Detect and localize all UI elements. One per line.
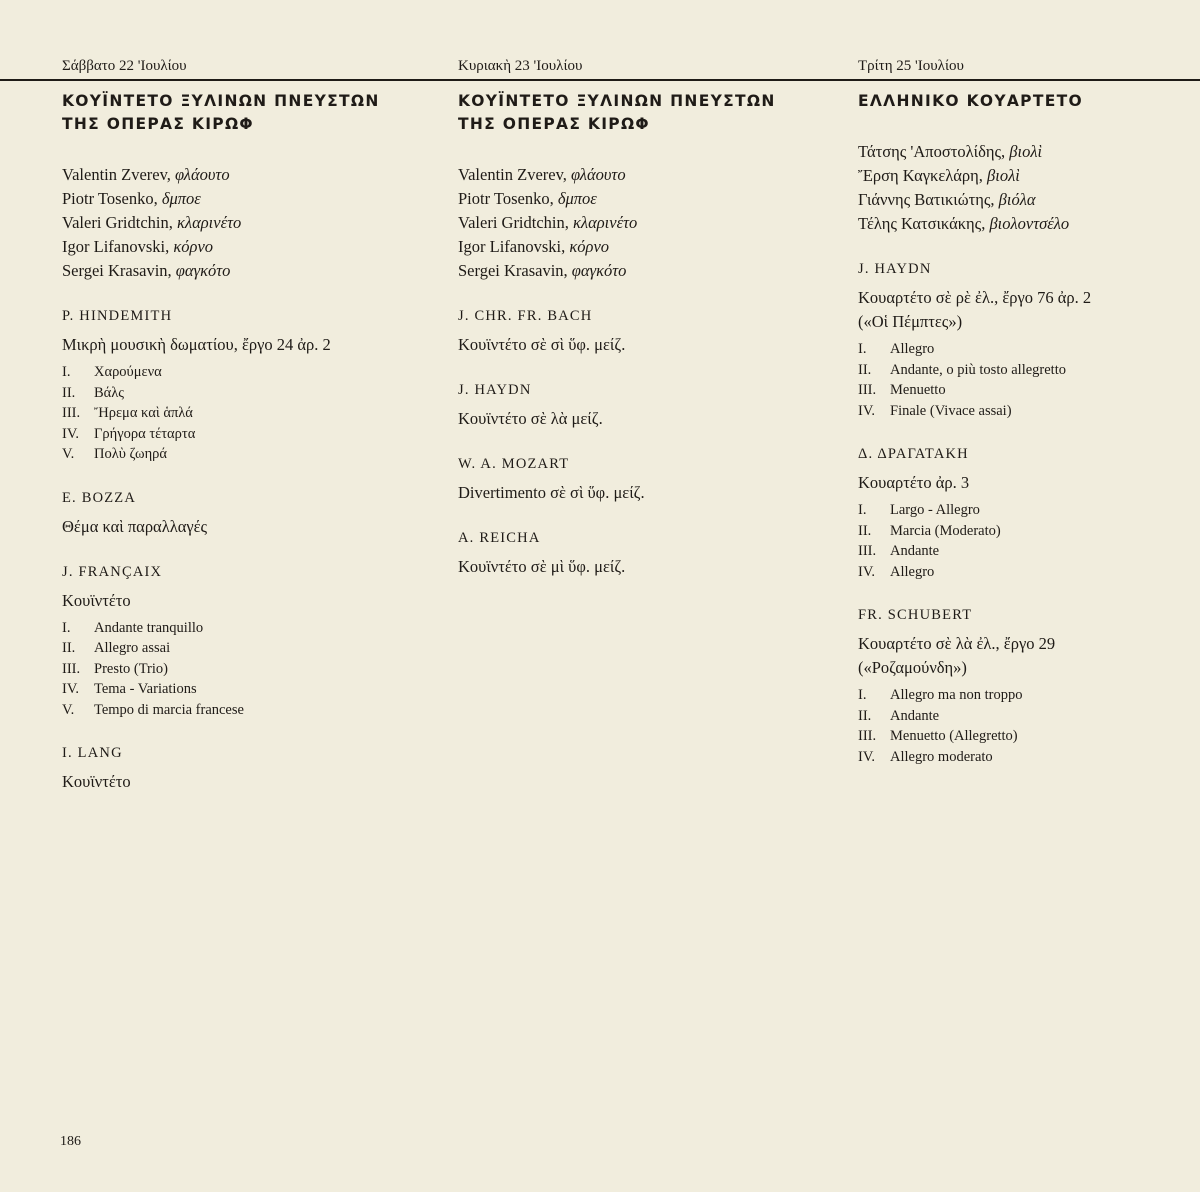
movement	[62, 659, 432, 680]
movement-number: IV.	[858, 748, 876, 765]
performer	[458, 235, 828, 259]
composer-name: FR. SCHUBERT	[858, 607, 973, 623]
performer-name: Valentin Zverev,	[62, 165, 171, 184]
performer	[858, 140, 1200, 164]
movement	[62, 383, 432, 404]
movement-title: Andante	[890, 707, 940, 724]
performer-name: Τάτσης 'Αποστολίδης,	[858, 142, 1006, 161]
movement	[858, 500, 1200, 521]
performer-instrument: δμποε	[161, 189, 201, 208]
movement	[858, 562, 1200, 583]
movement-number: I.	[62, 619, 71, 636]
performer	[62, 163, 432, 187]
work-title-line: Θέμα καὶ παραλλαγές	[62, 516, 208, 536]
performer-name: Piotr Tosenko,	[458, 189, 554, 208]
performer-name: Piotr Tosenko,	[62, 189, 158, 208]
movement-title: Largo - Allegro	[890, 502, 980, 518]
movement	[62, 638, 432, 659]
movement	[62, 700, 432, 721]
movement-title: Πολὺ ζωηρά	[94, 446, 167, 462]
performer-instrument: δμποε	[557, 189, 597, 208]
movement-title: Allegro ma non troppo	[890, 687, 1023, 703]
movement	[62, 679, 432, 700]
performer-instrument: κλαρινέτο	[177, 213, 242, 232]
composer-name: Δ. ΔΡΑΓΑΤΑΚΗ	[858, 446, 969, 462]
movement-number: III.	[858, 728, 877, 744]
work-title-line: («Ροζαμούνδη»)	[858, 658, 967, 677]
performer-instrument: βιολὶ	[987, 166, 1020, 185]
performer	[458, 211, 828, 235]
movement-title: Allegro moderato	[890, 748, 993, 765]
work-title-line: Κουϊντέτο	[62, 590, 131, 610]
movement	[858, 380, 1200, 401]
performer	[62, 235, 432, 259]
performer	[858, 188, 1200, 212]
movement-number: II.	[858, 522, 872, 539]
work-title	[62, 589, 432, 613]
program-work	[458, 307, 828, 357]
movement-title: Ἤρεμα καὶ ἁπλά	[94, 405, 193, 421]
movement	[858, 339, 1200, 360]
movement-list	[62, 362, 432, 465]
work-title-line: Κουϊντέτο σὲ μὶ ὕφ. μείζ.	[458, 557, 626, 576]
work-title-line: Κουαρτέτο σὲ ρὲ ἐλ., ἔργο 76 ἀρ. 2	[858, 288, 1092, 307]
program-work	[858, 606, 1200, 767]
performer-instrument: βιόλα	[998, 190, 1036, 209]
program-work	[858, 445, 1200, 582]
performer	[62, 187, 432, 211]
movement-title: Allegro	[890, 341, 935, 357]
movement-title: Βάλς	[94, 384, 125, 401]
program-work	[62, 307, 432, 465]
concert-date: Τρίτη 25 'Ιουλίου	[858, 58, 964, 74]
program-work	[458, 529, 828, 579]
composer-name: J. HAYDN	[458, 382, 532, 398]
movement-number: III.	[62, 660, 81, 677]
program-work	[62, 563, 432, 721]
work-title-line: Divertimento σὲ σὶ ὕφ. μείζ.	[458, 483, 645, 502]
program-work	[62, 744, 432, 794]
movement-number: II.	[858, 361, 872, 378]
performer-list	[458, 163, 828, 283]
work-title	[858, 286, 1200, 334]
work-title	[62, 515, 432, 539]
performer	[858, 164, 1200, 188]
performer	[458, 187, 828, 211]
performer-instrument: βιολοντσέλο	[989, 214, 1070, 233]
performer-name: Ἔρση Καγκελάρη,	[858, 166, 983, 185]
performer-name: Igor Lifanovski,	[458, 237, 566, 256]
performer-name: Τέλης Κατσικάκης,	[858, 214, 986, 233]
movement-list	[858, 339, 1200, 421]
movement-number: V.	[62, 701, 75, 718]
performer	[62, 259, 432, 283]
work-title	[458, 481, 828, 505]
performer-instrument: φαγκότο	[175, 261, 231, 280]
movement-number: I.	[858, 502, 867, 518]
composer-name: J. CHR. FR. BACH	[458, 308, 593, 324]
work-title	[458, 333, 828, 357]
performer-instrument: κλαρινέτο	[573, 213, 638, 232]
movement-number: II.	[62, 384, 76, 401]
performer-instrument: κόρνο	[569, 237, 610, 256]
performer-name: Valeri Gridtchin,	[458, 213, 569, 232]
movement	[62, 362, 432, 383]
page-header	[0, 58, 1200, 78]
performer-name: Valentin Zverev,	[458, 165, 567, 184]
performer	[458, 163, 828, 187]
movement-title: Andante	[890, 543, 940, 559]
movement-title: Tempo di marcia francese	[94, 701, 244, 718]
movement-title: Andante, o più tosto allegretto	[890, 361, 1066, 378]
work-title-line: Μικρὴ μουσικὴ δωματίου, ἔργο 24 ἀρ. 2	[62, 335, 331, 354]
performer	[62, 211, 432, 235]
composer-name: E. BOZZA	[62, 489, 137, 506]
movement	[858, 521, 1200, 542]
movement-title: Menuetto	[890, 382, 946, 398]
concert-column	[62, 90, 432, 794]
ensemble-title-line: ΤΗΣ ΟΠΕΡΑΣ ΚΙΡΩΦ	[62, 115, 254, 133]
ensemble-title-line: ΚΟΥΪΝΤΕΤΟ ΞΥΛΙΝΩΝ ΠΝΕΥΣΤΩΝ	[458, 92, 776, 110]
concert-column	[458, 90, 828, 579]
performer	[458, 259, 828, 283]
ensemble-title	[458, 90, 828, 136]
program-work	[458, 455, 828, 505]
movement-title: Marcia (Moderato)	[890, 522, 1001, 539]
movement-number: I.	[858, 687, 867, 703]
movement-title: Χαρούμενα	[94, 364, 162, 380]
ensemble-title-line: ΤΗΣ ΟΠΕΡΑΣ ΚΙΡΩΦ	[458, 115, 650, 133]
movement-number: III.	[858, 543, 877, 559]
performer-name: Sergei Krasavin,	[62, 261, 172, 280]
movement-title: Andante tranquillo	[94, 619, 204, 636]
movement	[858, 541, 1200, 562]
movement	[858, 706, 1200, 727]
work-title-line: Κουϊντέτο σὲ λὰ μείζ.	[458, 409, 603, 428]
movement-list	[858, 500, 1200, 582]
work-title	[458, 555, 828, 579]
program-work	[458, 381, 828, 431]
performer	[858, 212, 1200, 236]
program-work	[62, 489, 432, 539]
movement-number: IV.	[858, 402, 876, 419]
movement-title: Menuetto (Allegretto)	[890, 728, 1018, 744]
movement	[62, 444, 432, 465]
movement	[858, 685, 1200, 706]
ensemble-title	[858, 90, 1200, 113]
ensemble-title	[62, 90, 432, 136]
work-title-line: («Οἱ Πέμπτες»)	[858, 312, 963, 331]
movement	[62, 618, 432, 639]
movement-number: I.	[62, 364, 71, 380]
movement-title: Presto (Trio)	[94, 660, 168, 677]
concert-date: Κυριακὴ 23 'Ιουλίου	[458, 58, 583, 74]
composer-name: J. HAYDN	[858, 261, 932, 277]
performer-list	[858, 140, 1200, 236]
movement-title: Tema - Variations	[94, 681, 197, 697]
performer-list	[62, 163, 432, 283]
header-rule	[0, 79, 1200, 81]
composer-name: W. A. MOZART	[458, 456, 570, 472]
movement	[858, 726, 1200, 747]
work-title	[858, 471, 1200, 495]
movement	[62, 403, 432, 424]
movement-number: II.	[858, 707, 872, 724]
work-title	[458, 407, 828, 431]
movement-list	[858, 685, 1200, 767]
work-title	[62, 333, 432, 357]
performer-instrument: βιολὶ	[1009, 142, 1043, 161]
movement-title: Γρήγορα τέταρτα	[94, 425, 196, 442]
movement-title: Allegro	[890, 563, 935, 580]
movement-number: IV.	[62, 425, 80, 442]
program-work	[858, 260, 1200, 421]
movement-list	[62, 618, 432, 721]
movement	[62, 424, 432, 445]
movement-number: IV.	[62, 681, 80, 697]
work-title-line: Κουαρτέτο σὲ λὰ ἐλ., ἔργο 29	[858, 634, 1056, 653]
concert-column	[858, 90, 1200, 767]
composer-name: A. REICHA	[458, 530, 541, 546]
movement-number: II.	[62, 640, 76, 656]
performer-name: Sergei Krasavin,	[458, 261, 568, 280]
movement-title: Finale (Vivace assai)	[890, 402, 1012, 419]
performer-name: Γιάννης Βατικιώτης,	[858, 190, 995, 209]
movement-number: III.	[62, 405, 81, 421]
movement-number: III.	[858, 382, 877, 398]
movement	[858, 360, 1200, 381]
ensemble-title-line: ΕΛΛΗΝΙΚΟ ΚΟΥΑΡΤΕΤΟ	[858, 92, 1083, 110]
work-title-line: Κουαρτέτο ἀρ. 3	[858, 473, 970, 492]
concert-date: Σάββατο 22 'Ιουλίου	[62, 58, 187, 74]
performer-instrument: κόρνο	[173, 237, 214, 256]
movement	[858, 401, 1200, 422]
composer-name: I. LANG	[62, 745, 123, 761]
movement-number: IV.	[858, 563, 876, 580]
work-title-line: Κουϊντέτο σὲ σὶ ὕφ. μείζ.	[458, 335, 626, 354]
performer-instrument: φλάουτο	[571, 165, 626, 184]
performer-name: Valeri Gridtchin,	[62, 213, 173, 232]
work-title	[62, 770, 432, 794]
work-title	[858, 632, 1200, 680]
performer-name: Igor Lifanovski,	[62, 237, 170, 256]
page-number: 186	[60, 1134, 81, 1149]
movement-number: I.	[858, 341, 867, 357]
movement-title: Allegro assai	[94, 640, 171, 656]
composer-name: J. FRANÇAIX	[62, 563, 163, 580]
performer-instrument: φλάουτο	[175, 165, 230, 184]
ensemble-title-line: ΚΟΥΪΝΤΕΤΟ ΞΥΛΙΝΩΝ ΠΝΕΥΣΤΩΝ	[62, 92, 380, 110]
composer-name: P. HINDEMITH	[62, 308, 173, 324]
performer-instrument: φαγκότο	[571, 261, 627, 280]
movement	[858, 747, 1200, 768]
work-title-line: Κουϊντέτο	[62, 772, 131, 791]
movement-number: V.	[62, 446, 75, 462]
